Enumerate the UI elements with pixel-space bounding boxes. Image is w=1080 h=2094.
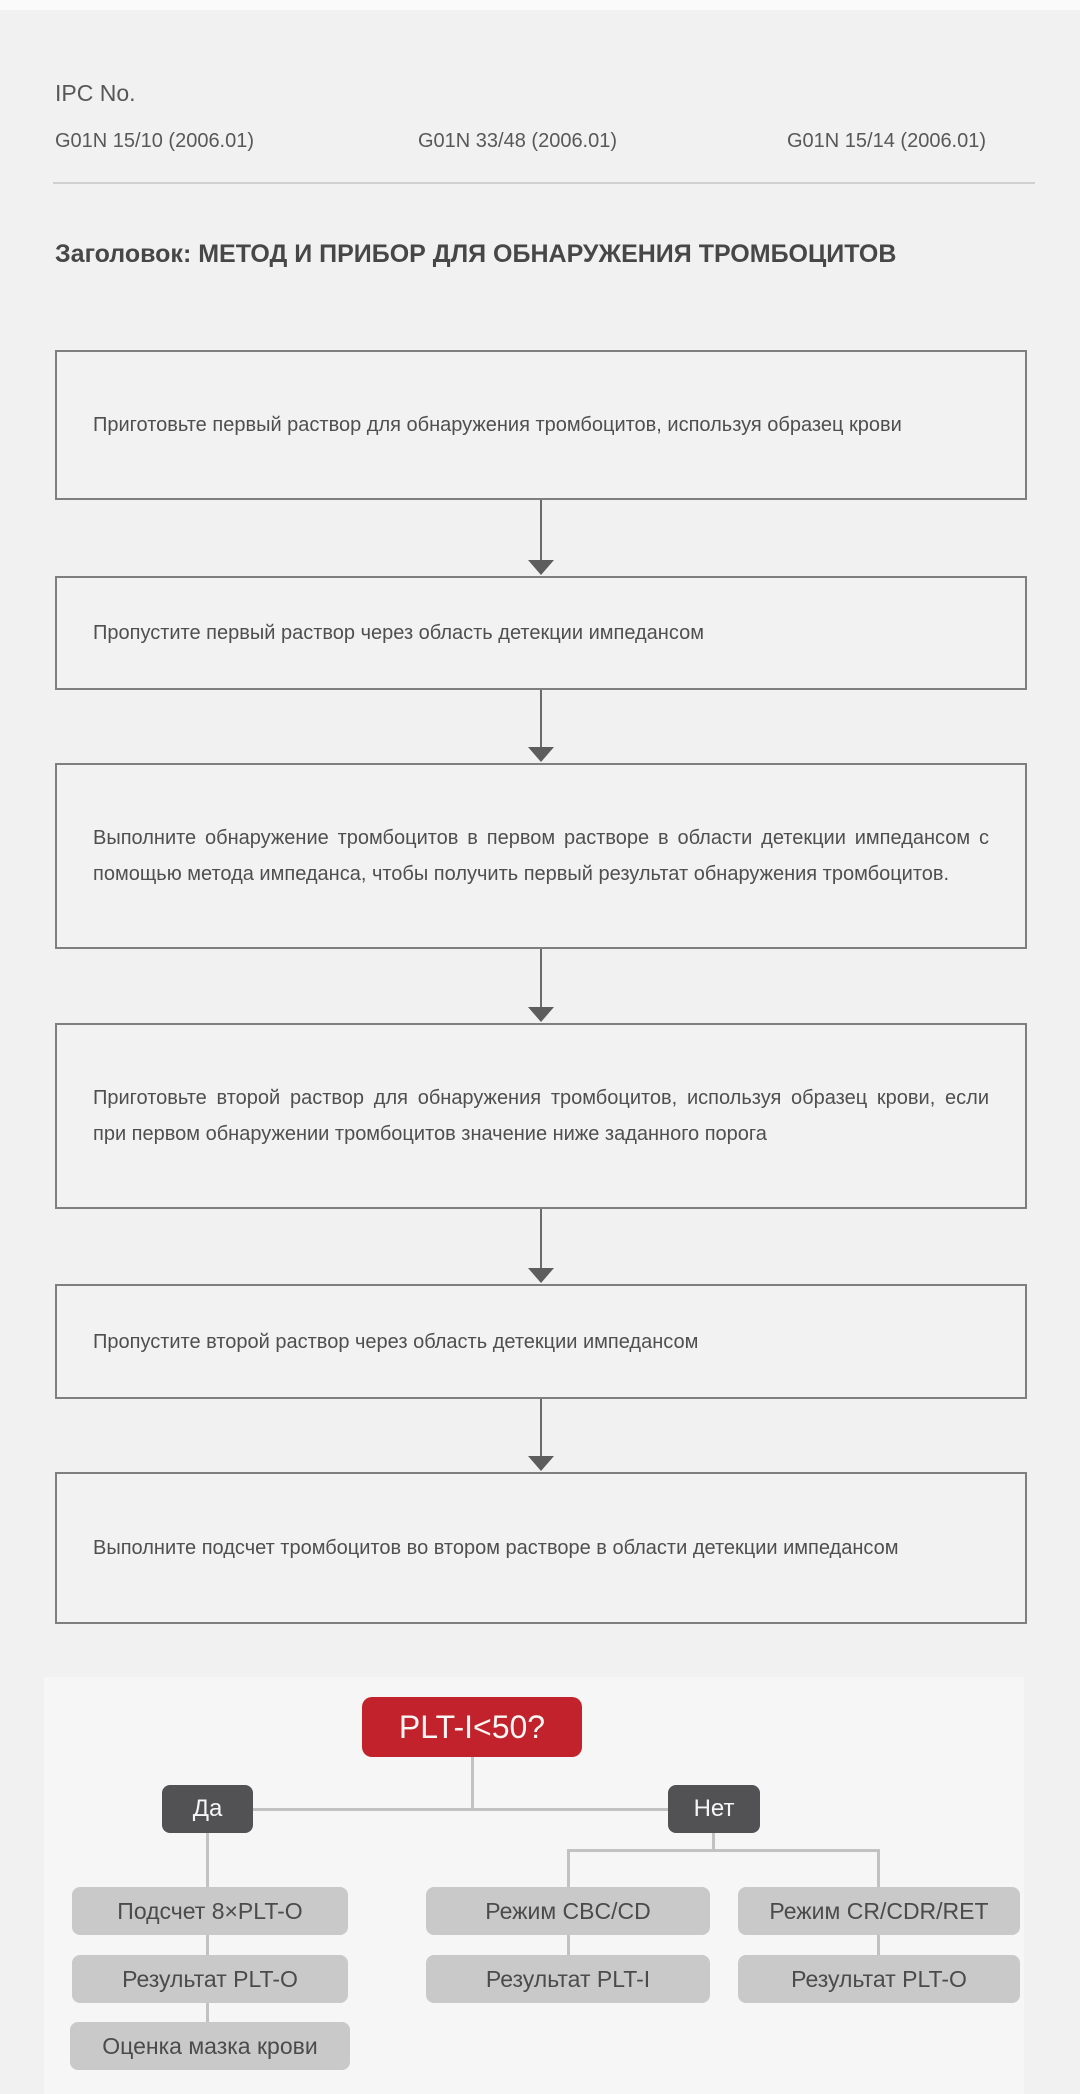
ipc-code-1: G01N 15/10 (2006.01) <box>55 130 255 152</box>
arrow-down-icon <box>528 1268 554 1283</box>
page-title: Заголовок: МЕТОД И ПРИБОР ДЛЯ ОБНАРУЖЕНИЯ ТРОМБОЦИТОВ <box>55 240 897 268</box>
flow-step-2-text: Пропустите первый раствор через область детекции импедансом <box>93 622 704 644</box>
ipc-code-2: G01N 33/48 (2006.01) <box>418 130 618 152</box>
no-branch-right-node-1: Режим CR/CDR/RET <box>738 1887 1020 1935</box>
connector-right-col <box>877 1935 880 1955</box>
no-branch-left-node-1: Режим CBC/CD <box>426 1887 710 1935</box>
arrow-down-icon <box>528 1456 554 1471</box>
connector-no-branch-horizontal <box>567 1849 880 1852</box>
arrow-down-icon <box>528 560 554 575</box>
flow-step-5-text: Пропустите второй раствор через область детекции импедансом <box>93 1330 699 1353</box>
flow-step-1-text: Приготовьте первый раствор для обнаружения тромбоцитов, используя образец крови <box>93 414 902 436</box>
flow-step-6-text: Выполните подсчет тромбоцитов во втором растворе в области детекции импедансом <box>93 1537 899 1559</box>
connector-no-branch-left-vertical <box>567 1850 570 1887</box>
connector-yes-col-2 <box>206 2003 209 2022</box>
flow-connector-line <box>540 500 542 560</box>
flow-connector-line <box>540 1209 542 1268</box>
connector-yes-vertical <box>206 1833 209 1887</box>
flow-connector-line <box>540 690 542 747</box>
flow-connector-line <box>540 1399 542 1456</box>
yes-branch-node-2: Результат PLT-O <box>72 1955 348 2003</box>
flow-step-5 <box>55 1284 1027 1399</box>
no-branch-right-node-2: Результат PLT-O <box>738 1955 1020 2003</box>
ipc-label: IPC No. <box>55 80 136 106</box>
decision-tree-panel <box>44 1677 1024 2094</box>
connector-mid-col <box>567 1935 570 1955</box>
flow-step-6 <box>55 1472 1027 1624</box>
flow-step-1 <box>55 350 1027 500</box>
no-node: Нет <box>668 1785 760 1833</box>
yes-branch-node-3: Оценка мазка крови <box>70 2022 350 2070</box>
connector-no-branch-right-vertical <box>877 1850 880 1887</box>
header-divider <box>53 182 1035 184</box>
connector-yes-col-1 <box>206 1935 209 1955</box>
connector-yes-no-horizontal <box>253 1808 668 1811</box>
ipc-code-3: G01N 15/14 (2006.01) <box>787 130 987 152</box>
flow-step-3 <box>55 763 1027 949</box>
flow-step-3-text: Выполните обнаружение тромбоцитов в первом растворе в области детекции импедансом с помощью метода импеданса, чтобы получить первый результат обнаружения тромбоцитов. <box>93 827 989 885</box>
flow-connector-line <box>540 949 542 1007</box>
flow-step-4 <box>55 1023 1027 1209</box>
flow-step-4-text: Приготовьте второй раствор для обнаружения тромбоцитов, используя образец крови, если при первом обнаружении тромбоцитов значение ниже заданного порога <box>93 1087 989 1145</box>
yes-branch-node-1: Подсчет 8×PLT-O <box>72 1887 348 1935</box>
connector-root-vertical <box>471 1757 474 1809</box>
flow-step-2 <box>55 576 1027 690</box>
arrow-down-icon <box>528 1007 554 1022</box>
arrow-down-icon <box>528 747 554 762</box>
top-strip <box>0 0 1080 10</box>
yes-node: Да <box>162 1785 253 1833</box>
no-branch-left-node-2: Результат PLT-I <box>426 1955 710 2003</box>
decision-root-node: PLT-I<50? <box>362 1697 582 1757</box>
